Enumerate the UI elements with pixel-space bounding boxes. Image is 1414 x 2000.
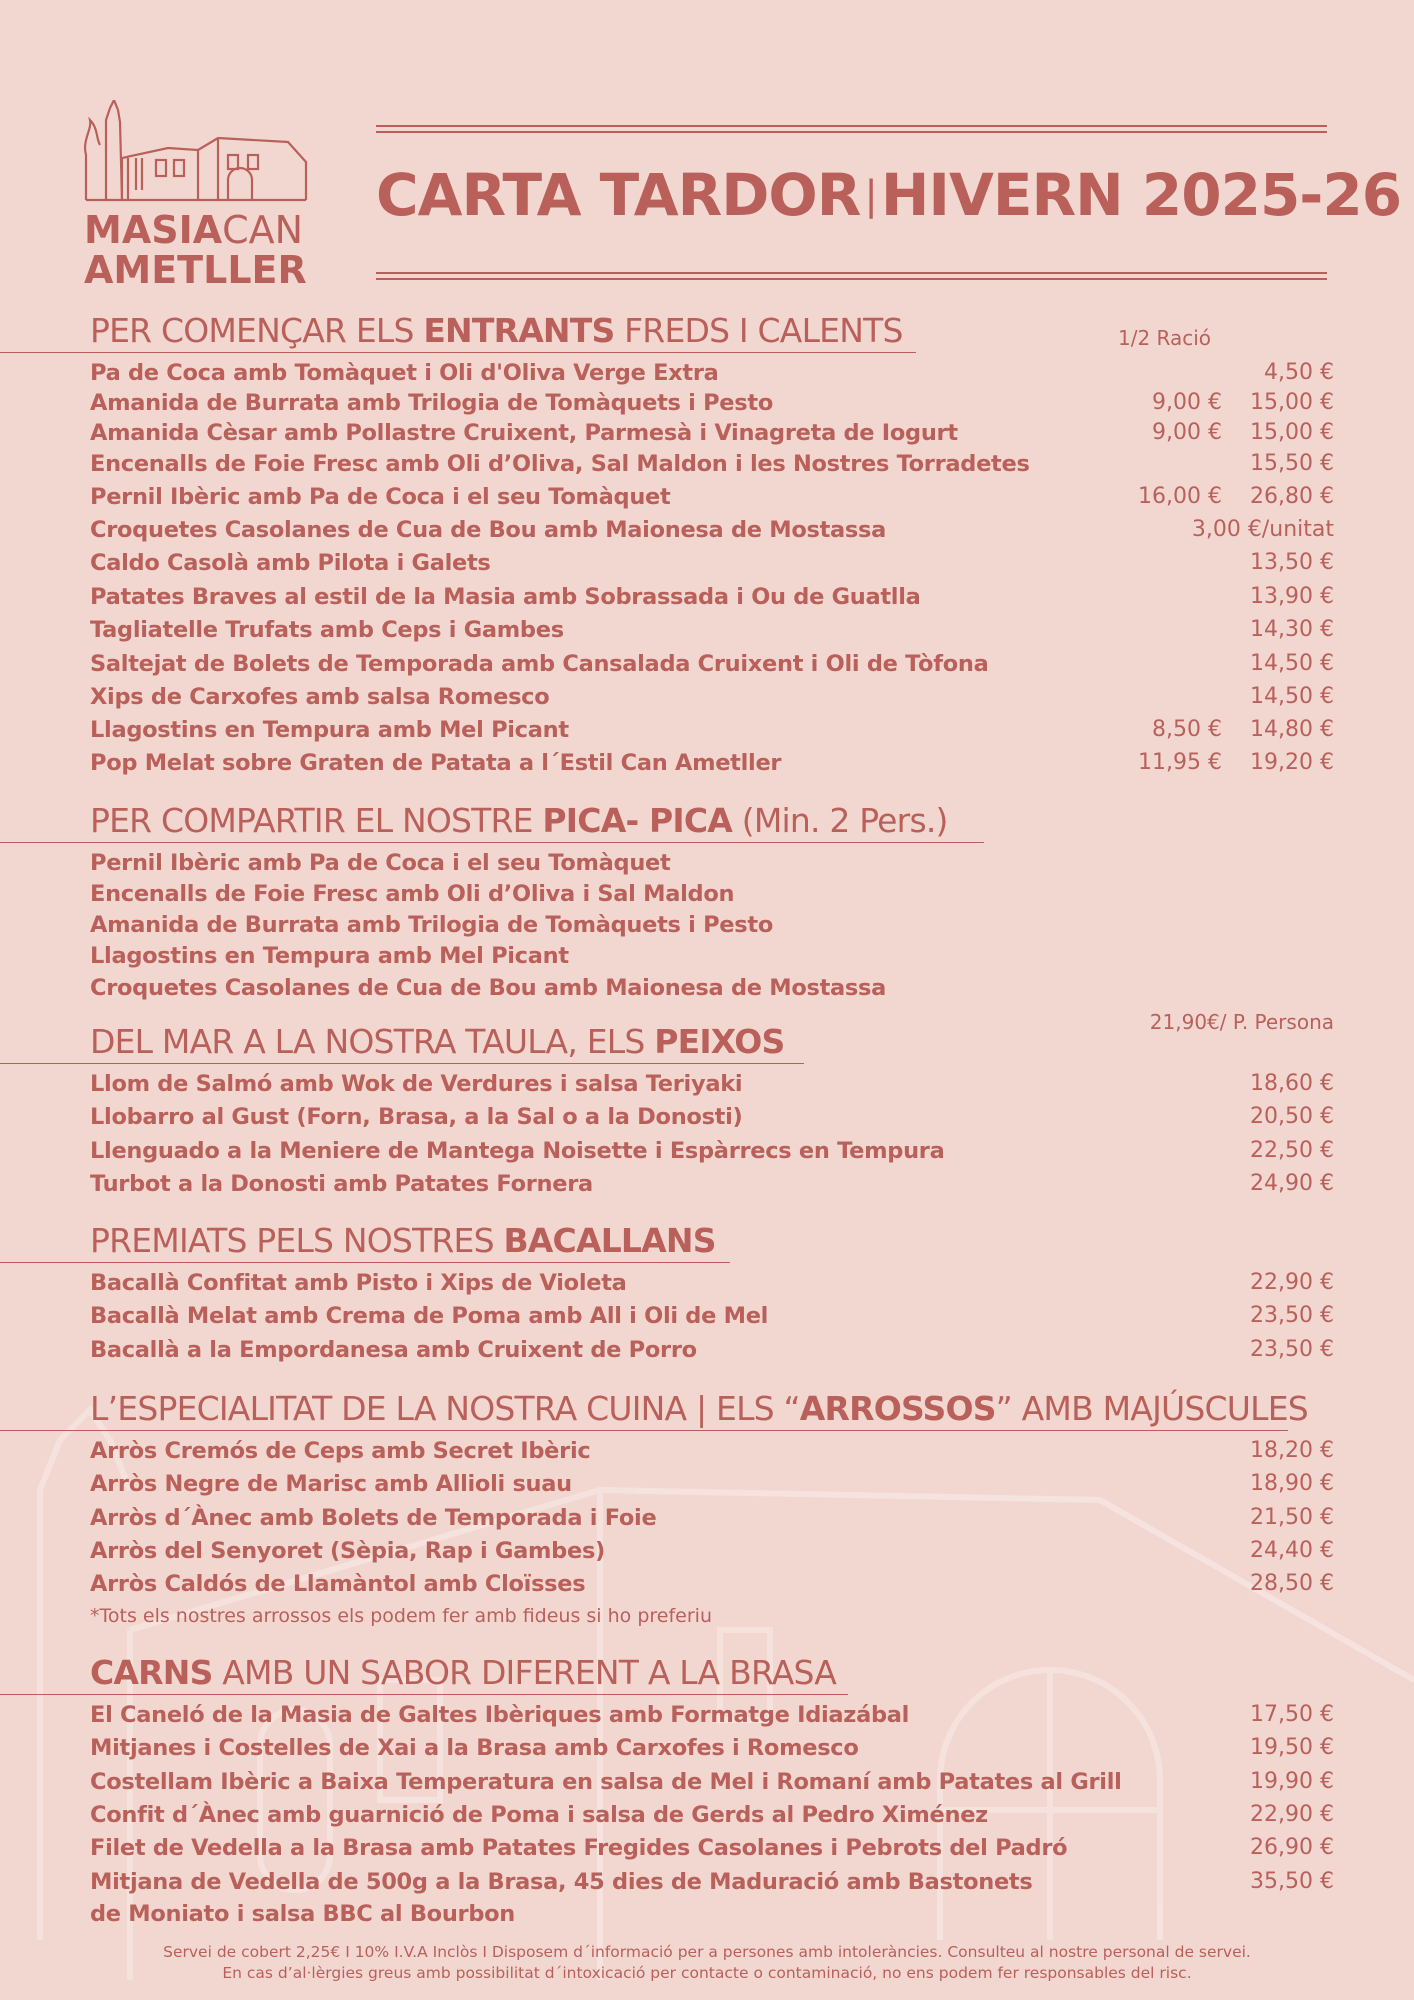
dish-name: Llom de Salmó amb Wok de Verdures i salsa Teriyaki [90,1071,743,1097]
dish-price: 24,40 € [1250,1537,1334,1563]
title-left: CARTA TARDOR [376,161,861,229]
arrossos-note: *Tots els nostres arrossos els podem fer amb fideus si ho preferiu [90,1605,712,1627]
dish-price: 14,80 € [1250,717,1334,742]
half-portion-price: 11,95 € [1138,750,1222,775]
dish-price: 22,50 € [1250,1137,1334,1163]
dish-name: Pa de Coca amb Tomàquet i Oli d'Oliva Verge Extra [90,360,719,386]
dish-name: Costellam Ibèric a Baixa Temperatura en salsa de Mel i Romaní amb Patates al Grill [90,1768,1122,1795]
section-heading-carns [0,1652,848,1695]
pica-pica-price: 21,90€/ P. Persona [1149,1010,1334,1034]
dish-price: 14,50 € [1250,651,1334,676]
dish-price: 14,50 € [1250,684,1334,709]
dish-price: 18,60 € [1250,1071,1334,1096]
dish-price: 20,50 € [1250,1104,1334,1130]
half-portion-price: 9,00 € [1152,390,1222,415]
title-rule-bottom [376,272,1327,280]
dish-name: Pop Melat sobre Graten de Patata a l´Estil Can Ametller [90,750,782,776]
heading-text: (Min. 2 Pers.) [732,801,948,840]
heading-bold: BACALLANS [503,1221,716,1260]
dish-name: Bacallà a la Empordanesa amb Cruixent de Porro [90,1336,697,1363]
dish-price: 15,00 € [1250,420,1334,445]
dish-price: 13,90 € [1250,584,1334,609]
section-heading-arrossos [0,1388,1308,1431]
heading-bold: ARROSSOS [799,1389,996,1428]
footer-line-1: Servei de cobert 2,25€ I 10% I.V.A Inclòs I Disposem d´informació per a persones amb intoleràncies. Consulteu al nostre personal de servei. [163,1943,1251,1961]
dish-name: Llagostins en Tempura amb Mel Picant [90,717,569,743]
dish-name: El Caneló de la Masia de Galtes Ibèriques amb Formatge Idiazábal [90,1702,910,1728]
brand-ametller: AMETLLER [84,248,307,292]
dish-price: 15,50 € [1250,451,1334,476]
heading-bold: ENTRANTS [423,311,615,350]
dish-price: 18,90 € [1250,1471,1334,1497]
dish-name: Pernil Ibèric amb Pa de Coca i el seu Tomàquet [90,484,671,510]
dish-price: 24,90 € [1250,1170,1334,1196]
dish-name: Bacallà Melat amb Crema de Poma amb All i Oli de Mel [90,1303,769,1330]
dish-name: Tagliatelle Trufats amb Ceps i Gambes [90,617,564,643]
dish-name: Mitjanes i Costelles de Xai a la Brasa amb Carxofes i Romesco [90,1735,859,1762]
dish-price: 26,80 € [1250,484,1334,509]
section-heading-entrants [0,310,916,353]
title-right: HIVERN 2025-26 [880,161,1402,229]
heading-bold: CARNS [90,1653,213,1692]
section-heading-bacallans [0,1220,730,1263]
dish-name: Croquetes Casolanes de Cua de Bou amb Maionesa de Mostassa [90,517,886,543]
dish-name: Turbot a la Donosti amb Patates Fornera [90,1170,593,1197]
dish-name: Encenalls de Foie Fresc amb Oli d’Oliva, Sal Maldon i les Nostres Torradetes [90,451,1030,477]
dish-price: 21,50 € [1250,1504,1334,1530]
dish-price: 17,50 € [1250,1702,1334,1727]
brand-can: CAN [222,208,304,252]
dish-price: 13,50 € [1250,550,1334,575]
dish-name: Filet de Vedella a la Brasa amb Patates Fregides Casolanes i Pebrots del Padró [90,1835,1068,1862]
dish-price: 23,50 € [1250,1336,1334,1362]
dish-price: 22,90 € [1250,1801,1334,1827]
page-title [376,160,1402,237]
dish-name: Arròs Caldós de Llamàntol amb Cloïsses [90,1571,586,1598]
pica-pica-dish: Amanida de Burrata amb Trilogia de Tomàquets i Pesto [90,912,773,938]
half-portion-price: 9,00 € [1152,420,1222,445]
dish-name: Patates Braves al estil de la Masia amb Sobrassada i Ou de Guatlla [90,584,921,610]
dish-name: Arròs d´Ànec amb Bolets de Temporada i Foie [90,1504,657,1531]
dish-price: 23,50 € [1250,1303,1334,1329]
dish-price: 28,50 € [1250,1571,1334,1597]
heading-bold: PEIXOS [654,1022,785,1061]
building-logo-icon [78,100,308,210]
dish-price: 3,00 €/unitat [1191,517,1334,542]
dish-price: 19,90 € [1250,1768,1334,1794]
footer-line-2: En cas d’al·lèrgies greus amb possibilitat d´intoxicació per contacte o contaminació, no ens podem fer responsables del risc. [222,1964,1192,1982]
dish-price: 4,50 € [1264,360,1334,385]
heading-text: PER COMENÇAR ELS [90,311,424,350]
pica-pica-dish: Pernil Ibèric amb Pa de Coca i el seu Tomàquet [90,850,671,876]
dish-price: 18,20 € [1250,1438,1334,1463]
pica-pica-dish: Llagostins en Tempura amb Mel Picant [90,943,569,969]
heading-text: PER COMPARTIR EL NOSTRE [90,801,543,840]
heading-text: AMB UN SABOR DIFERENT A LA BRASA [212,1653,837,1692]
dish-name: Llobarro al Gust (Forn, Brasa, a la Sal o a la Donosti) [90,1104,743,1131]
half-portion-header: 1/2 Ració [1118,326,1212,350]
dish-price: 19,50 € [1250,1735,1334,1761]
brand-masia: MASIA [84,208,223,252]
dish-price: 22,90 € [1250,1270,1334,1295]
dish-name: Arròs del Senyoret (Sèpia, Rap i Gambes) [90,1537,606,1564]
pica-pica-dish: Croquetes Casolanes de Cua de Bou amb Maionesa de Mostassa [90,975,886,1001]
heading-text: L’ESPECIALITAT DE LA NOSTRA CUINA | ELS “ [90,1389,800,1428]
dish-price: 15,00 € [1250,390,1334,415]
half-portion-price: 8,50 € [1152,717,1222,742]
dish-price: 14,30 € [1250,617,1334,642]
carns-continuation: de Moniato i salsa BBC al Bourbon [90,1901,516,1927]
dish-name: Arròs Negre de Marisc amb Allioli suau [90,1471,572,1498]
dish-name: Amanida de Burrata amb Trilogia de Tomàquets i Pesto [90,390,773,416]
dish-name: Confit d´Ànec amb guarnició de Poma i salsa de Gerds al Pedro Ximénez [90,1801,988,1828]
title-separator: | [864,173,877,219]
section-heading-peixos [0,1021,804,1064]
heading-text: PREMIATS PELS NOSTRES [90,1221,504,1260]
dish-price: 26,90 € [1250,1835,1334,1861]
title-rule-top [376,125,1327,133]
section-heading-pica-pica [0,800,984,843]
dish-name: Xips de Carxofes amb salsa Romesco [90,684,550,710]
dish-name: Amanida Cèsar amb Pollastre Cruixent, Parmesà i Vinagreta de Iogurt [90,420,958,446]
dish-name: Saltejat de Bolets de Temporada amb Cansalada Cruixent i Oli de Tòfona [90,651,989,677]
pica-pica-dish: Encenalls de Foie Fresc amb Oli d’Oliva i Sal Maldon [90,881,735,907]
heading-text: ” AMB MAJÚSCULES [995,1389,1308,1428]
heading-bold: PICA- PICA [542,801,733,840]
dish-name: Bacallà Confitat amb Pisto i Xips de Violeta [90,1270,627,1296]
heading-text: DEL MAR A LA NOSTRA TAULA, ELS [90,1022,655,1061]
dish-name: Llenguado a la Meniere de Mantega Noisette i Espàrrecs en Tempura [90,1137,945,1164]
dish-price: 19,20 € [1250,750,1334,775]
masia-can-ametller-logo [78,100,318,290]
heading-text: FREDS I CALENTS [614,311,903,350]
dish-name: Caldo Casolà amb Pilota i Galets [90,550,491,576]
half-portion-price: 16,00 € [1138,484,1222,509]
dish-name: Arròs Cremós de Ceps amb Secret Ibèric [90,1438,591,1464]
dish-name: Mitjana de Vedella de 500g a la Brasa, 45 dies de Maduració amb Bastonets [90,1868,1033,1895]
dish-price: 35,50 € [1250,1868,1334,1894]
